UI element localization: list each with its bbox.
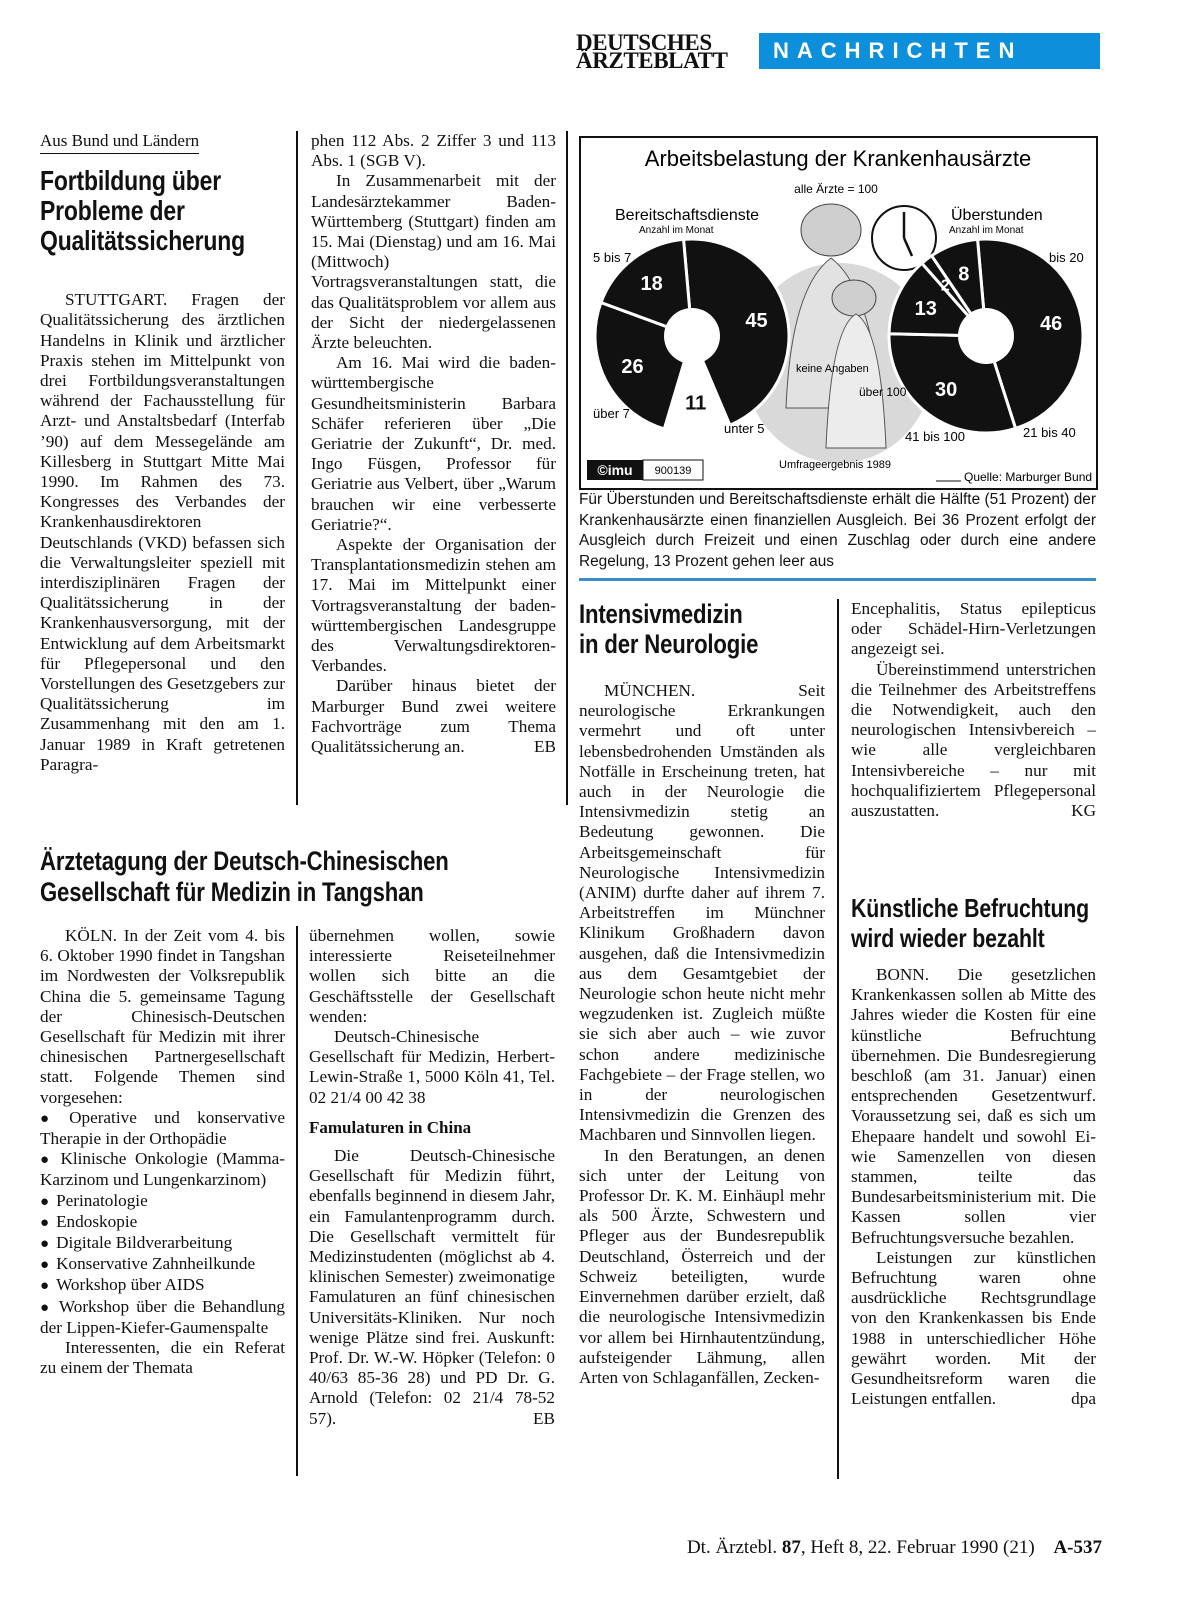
infographic (579, 136, 1098, 490)
column-divider (566, 131, 568, 805)
signature: EB (533, 1408, 555, 1428)
article2-body: Encephalitis, Status epilepticus oder Schädel-Hirn-Verletzungen angezeigt sei. (851, 599, 1096, 659)
section-label: NACHRICHTEN (773, 38, 1023, 63)
category-label: über 7 (593, 406, 630, 421)
pie-hole (664, 308, 720, 364)
category-label: keine Angaben (796, 363, 869, 375)
page-footer (612, 1537, 1102, 1559)
article2-body: MÜNCHEN. Seit neurologische Erkrankungen vermehrt und oft unter lebensbedrohenden Umständen als Notfälle in Erscheinung treten, hat auch in der Neurologie die Intensivmedizin stetig an Bedeutung gewonnen. Die Arbeitsgemeinschaft für Neurologische Intensivmedizin (ANIM) durfte daher auf ihrem 7. Arbeitstreffen im Münchner Klinikum Großhadern davon ausgehen, daß die Intensivmedizin aus dem Gesamtgebiet der Neurologie schon heute nicht mehr wegzudenken ist. Zugleich müßte sie sich aber auch – wie zuvor schon andere medizinische Fachgebiete – der Frage stellen, wo in der neurologischen Intensivmedizin die Grenzen des Machbaren und Sinnvollen liegen. (579, 681, 825, 1145)
topic-list-item: ● Workshop über die Behandlung der Lippen-Kiefer-Gaumenspalte (40, 1297, 285, 1338)
topic-list-item: ● Klinische Onkologie (Mamma-Karzinom und Lungenkarzinom) (40, 1149, 285, 1190)
chart-source: Quelle: Marburger Bund (964, 470, 1093, 484)
brand-logo (576, 30, 728, 73)
category-label: über 100 (859, 385, 907, 399)
journal-name: Dt. Ärztebl. (686, 1537, 778, 1558)
chart-note: alle Ärzte = 100 (794, 182, 878, 196)
pie-value-label: 18 (640, 273, 663, 296)
signature: EB (534, 737, 556, 757)
article3-col1 (40, 926, 285, 1378)
article3-headline: Ärztetagung der Deutsch-Chinesischen Gesellschaft für Medizin in Tangshan (40, 846, 449, 907)
article3-body: Interessenten, die ein Referat zu einem der Themata (40, 1338, 285, 1378)
journal-volume: 87 (781, 1537, 801, 1558)
subheading: Famulaturen in China (309, 1117, 472, 1137)
pie-value-label: 11 (685, 392, 707, 415)
kicker: Aus Bund und Ländern (40, 131, 199, 154)
pie-value-label: 30 (935, 379, 958, 402)
page-number: A-537 (1053, 1537, 1102, 1558)
pie-value-label: 8 (958, 263, 970, 286)
topic-list-item: ● Endoskopie (40, 1212, 285, 1233)
article3-body: Deutsch-Chinesische Gesellschaft für Medizin, Herbert-Lewin-Straße 1, 5000 Köln 41, Tel. 02 21/4 00 42 38 (309, 1027, 555, 1107)
topic-list-item: ● Workshop über AIDS (40, 1275, 285, 1296)
column-divider (837, 599, 839, 1479)
svg-text:©imu: ©imu (597, 462, 633, 478)
article2-body: Übereinstimmend unterstrichen die Teilnehmer des Arbeitstreffens die Notwendigkeit, auch den neurologischen Intensivbereich – wie alle vergleichbaren Intensivbereiche – nur mit hochqualifiziertem Pflegepersonal auszustatten. KG (851, 659, 1096, 821)
pie-value-label: 26 (621, 355, 644, 378)
left-pie (595, 239, 789, 433)
article3-col2 (309, 926, 555, 1429)
pie-value-label: 46 (1040, 312, 1063, 335)
category-label: 21 bis 40 (1023, 425, 1076, 440)
pie-value-label: 13 (914, 297, 937, 320)
article3-body: übernehmen wollen, sowie interessierte Reiseteilnehmer wollen sich bitte an die Geschäftsstelle der Gesellschaft wenden: (309, 926, 555, 1026)
journal-issue: , Heft 8, 22. Februar 1990 (21) (800, 1537, 1035, 1558)
topic-list (40, 1108, 285, 1338)
column-divider (296, 131, 298, 805)
topic-list-item: ● Perinatologie (40, 1191, 285, 1212)
section-divider (579, 578, 1096, 581)
article3-body: Die Deutsch-Chinesische Gesellschaft für Medizin führt, ebenfalls beginnend in diesem Jahr, ein Famulantenprogramm durch. Die Gesellschaft vermittelt für Medizinstudenten (möglichst ab 4. klinischen Semester) zweimonatige Famulaturen an fünf chinesischen Universitäts-Kliniken. Nur noch wenige Plätze sind frei. Auskunft: Prof. Dr. W.-W. Höpker (Telefon: 0 40/63 85-36 28) und PD Dr. G. Arnold (Telefon: 02 21/4 78-52 57). EB (309, 1146, 555, 1428)
article1-body: STUTTGART. Fragen der Qualitätssicherung des ärztlichen Handelns in Klinik und ärztlicher Praxis stehen im Mittelpunkt von drei Fortbildungsveranstaltungen während der Fachausstellung für Arzt- und Anstaltsbedarf (Interfab ’90) auf dem Messegelände am Killesberg in Stuttgart Mitte Mai 1990. Im Rahmen des 73. Kongresses des Verbandes der Krankenhausdirektoren Deutschlands (VKD) befassen sich die Verwaltungsleiter speziell mit interdisziplinären Fragen der Qualitätssicherung in der Krankenhausversorgung, mit der Entwicklung auf dem Arbeitsmarkt für Pflegepersonal und den Vorstellungen des Gesetzgebers zur Qualitätssicherung im Zusammenhang mit den am 1. Januar 1989 in Kraft getretenen Paragra- (40, 290, 285, 774)
article1-body: Darüber hinaus bietet der Marburger Bund zwei weitere Fachvorträge zum Thema Qualitätssicherung an. EB (311, 676, 556, 757)
brand-line2: ÄRZTEBLATT (576, 48, 728, 73)
right-pie-label: Überstunden (951, 207, 1043, 224)
topic-list-item: ● Konservative Zahnheilkunde (40, 1254, 285, 1275)
article1-col1 (40, 131, 285, 775)
category-label: unter 5 (724, 421, 765, 436)
column-divider (296, 926, 298, 1476)
left-pie-sublabel: Anzahl im Monat (639, 225, 714, 236)
category-label: bis 20 (1049, 250, 1084, 265)
brand-line1: DEUTSCHES (576, 30, 712, 55)
right-pie-sublabel: Anzahl im Monat (949, 225, 1024, 236)
article3-body: KÖLN. In der Zeit vom 4. bis 6. Oktober 1990 findet in Tangshan im Nordwesten der Volksrepublik China die 5. gemeinsame Tagung der Chinesisch-Deutschen Gesellschaft für Medizin mit ihrer chinesischen Partnergesellschaft statt. Folgende Themen sind vorgesehen: (40, 926, 285, 1107)
imu-logo (587, 460, 703, 480)
article4-headline: Künstliche Befruchtung wird wieder bezahlt (851, 893, 1090, 953)
article4-body (851, 965, 1096, 1409)
article2-col1 (579, 681, 825, 1388)
chart-title: Arbeitsbelastung der Krankenhausärzte (644, 146, 1032, 171)
article4-body: Leistungen zur künstlichen Befruchtung waren ohne ausdrückliche Rechtsgrundlage von den Krankenkassen bis Ende 1988 in unterschiedlicher Höhe gewährt worden. Mit der Gesundheitsreform waren die Leistungen entfallen. dpa (851, 1247, 1096, 1409)
article2-headline: Intensivmedizin in der Neurologie (579, 599, 759, 659)
article1-body: In Zusammenarbeit mit der Landesärztekammer Baden-Württemberg (Stuttgart) finden am 15. Mai (Dienstag) und am 16. Mai (Mittwoch) Vortragsveranstaltungen statt, die das Qualitätsproblem vor allem aus der Sicht der niedergelassenen Ärzte beleuchten. (311, 171, 556, 353)
masthead (576, 30, 1104, 73)
infographic-svg (581, 138, 1096, 488)
article4-body: BONN. Die gesetzlichen Krankenkassen sollen ab Mitte des Jahres wieder die Kosten für eine künstliche Befruchtung übernehmen. Die Bundesregierung beschloß (am 31. Januar) einen entsprechenden Gesetzentwurf. Voraussetzung sei, daß es sich um Ehepaare handelt und sowohl Ei- wie Samenzellen von diesen stammen, teilte das Bundesarbeitsministerium mit. Die Kassen sollen vier Befruchtungsversuche bezahlen. (851, 965, 1096, 1247)
signature: dpa (1071, 1389, 1096, 1409)
article2-col2 (851, 599, 1096, 821)
article1-col2 (311, 131, 556, 757)
right-pie (889, 239, 1083, 433)
article1-headline: Fortbildung über Probleme der Qualitätssicherung (40, 165, 246, 257)
section-banner (759, 33, 1100, 69)
category-label: 5 bis 7 (593, 250, 632, 265)
left-pie-label: Bereitschaftsdienste (615, 207, 760, 224)
survey-label: Umfrageergebnis 1989 (779, 459, 891, 471)
chart-caption: Für Überstunden und Bereitschaftsdienste erhält die Hälfte (51 Prozent) der Krankenhausärzte einen finanziellen Ausgleich. Bei 36 Prozent erfolgt der Ausgleich durch Freizeit und einen Zuschlag oder durch eine andere Regelung, 13 Prozent gehen leer aus (579, 491, 1096, 570)
category-label: 41 bis 100 (905, 429, 965, 444)
signature: KG (1071, 801, 1096, 821)
chart-code: 900139 (654, 465, 692, 477)
topic-list-item: ● Operative und konservative Therapie in der Orthopädie (40, 1108, 285, 1149)
article2-body: In den Beratungen, an denen sich unter der Leitung von Professor Dr. K. M. Einhäupl mehr als 500 Ärzte, Schwestern und Pfleger aus der Bundesrepublik Deutschland, Österreich und der Schweiz beteiligten, wurde Einvernehmen darüber erzielt, daß die neurologische Intensivmedizin vor allem bei Hirnhautentzündung, aufsteigender Lähmung, allen Arten von Schlaganfällen, Zecken- (579, 1145, 825, 1387)
article1-body: phen 112 Abs. 2 Ziffer 3 und 113 Abs. 1 (SGB V). (311, 131, 556, 171)
pie-hole (958, 308, 1014, 364)
topic-list-item: ● Digitale Bildverarbeitung (40, 1233, 285, 1254)
pie-value-label: 45 (745, 309, 768, 332)
article1-body: Aspekte der Organisation der Transplantationsmedizin stehen am 17. Mai im Mittelpunkt einer Vortragsveranstaltung der baden-württembergischen Landesgruppe des Verwaltungsdirektoren-Verbandes. (311, 535, 556, 676)
article1-body: Am 16. Mai wird die baden-württembergische Gesundheitsministerin Barbara Schäfer referieren über „Die Geriatrie der Zukunft“, Dr. med. Ingo Füsgen, Professor für Geriatrie aus Velbert, über „Warum brauchen wir eine verbesserte Geriatrie?“. (311, 353, 556, 534)
pie-value-label: 2 (940, 277, 950, 295)
